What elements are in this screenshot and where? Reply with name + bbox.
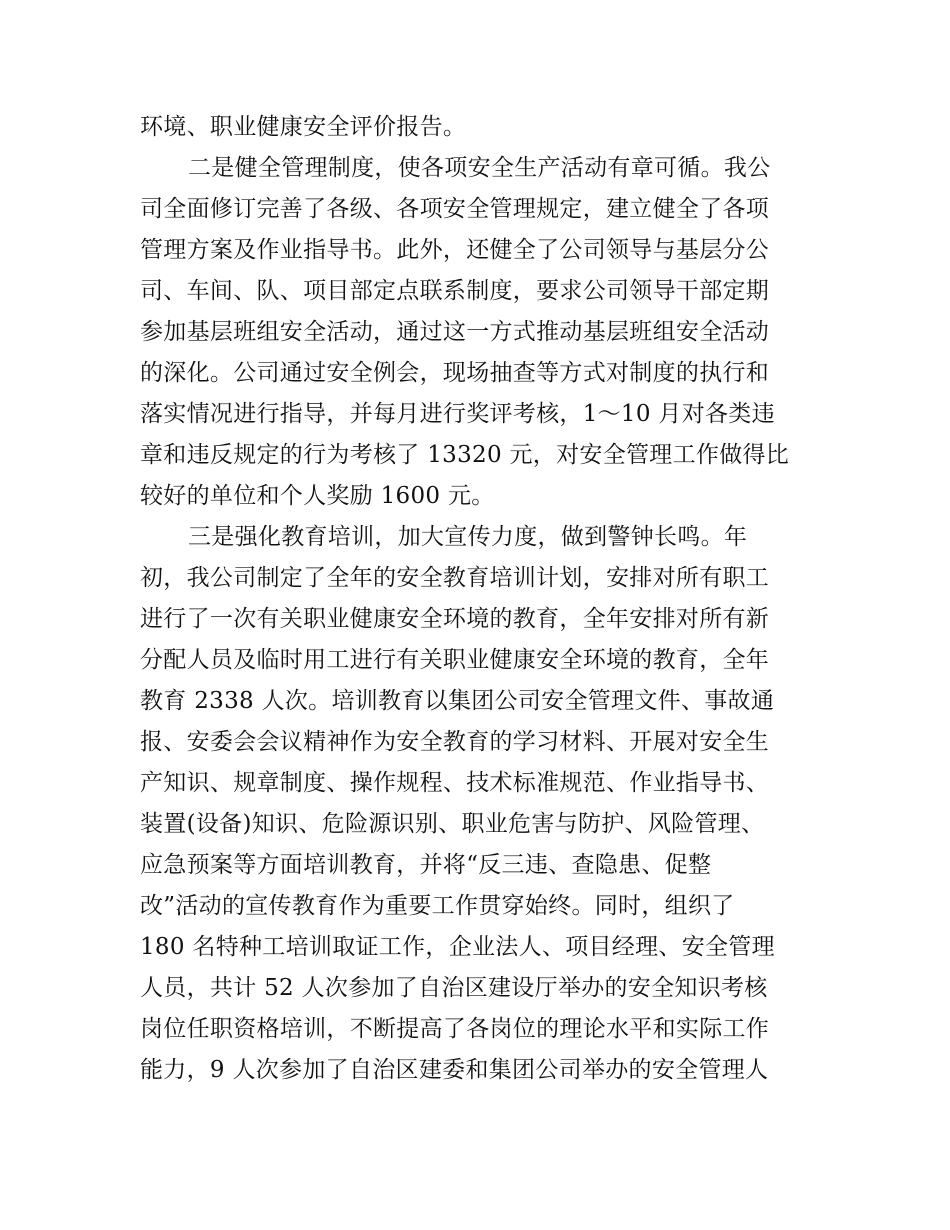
text-line: 的深化。公司通过安全例会，现场抽查等方式对制度的执行和 [140, 360, 770, 386]
text-line: 报、安委会会议精神作为安全教育的学习材料、开展对安全生 [140, 729, 770, 755]
text-line: 环境、职业健康安全评价报告。 [140, 114, 467, 140]
text-line: 参加基层班组安全活动，通过这一方式推动基层班组安全活动 [140, 319, 770, 345]
text-line: 180 名特种工培训取证工作，企业法人、项目经理、安全管理 [140, 934, 775, 960]
paragraph-start-line: 三是强化教育培训，加大宣传力度，做到警钟长鸣。年 [188, 524, 748, 550]
text-line: 进行了一次有关职业健康安全环境的教育，全年安排对所有新 [140, 606, 770, 632]
text-line: 司全面修订完善了各级、各项安全管理规定，建立健全了各项 [140, 196, 770, 222]
text-line: 初，我公司制定了全年的安全教育培训计划，安排对所有职工 [140, 565, 770, 591]
paragraph-start-line: 二是健全管理制度，使各项安全生产活动有章可循。我公 [188, 155, 771, 181]
text-line: 能力，9 人次参加了自治区建委和集团公司举办的安全管理人 [140, 1057, 769, 1083]
text-line: 落实情况进行指导，并每月进行奖评考核，1～10 月对各类违 [140, 401, 775, 427]
text-line: 岗位任职资格培训，不断提高了各岗位的理论水平和实际工作 [140, 1016, 770, 1042]
text-line: 管理方案及作业指导书。此外，还健全了公司领导与基层分公 [140, 237, 770, 263]
text-line: 应急预案等方面培训教育，并将“反三违、查隐患、促整 [140, 852, 712, 878]
text-line: 较好的单位和个人奖励 1600 元。 [140, 483, 495, 509]
text-line: 改”活动的宣传教育作为重要工作贯穿始终。同时，组织了 [140, 893, 735, 919]
text-line: 章和违反规定的行为考核了 13320 元，对安全管理工作做得比 [140, 442, 790, 468]
body-text [140, 107, 820, 1091]
text-line: 司、车间、队、项目部定点联系制度，要求公司领导干部定期 [140, 278, 770, 304]
text-line: 人员，共计 52 人次参加了自治区建设厅举办的安全知识考核 [140, 975, 768, 1001]
text-line: 装置(设备)知识、危险源识别、职业危害与防护、风险管理、 [140, 811, 765, 837]
text-line: 产知识、规章制度、操作规程、技术标准规范、作业指导书、 [140, 770, 770, 796]
text-line: 分配人员及临时用工进行有关职业健康安全环境的教育，全年 [140, 647, 770, 673]
text-line: 教育 2338 人次。培训教育以集团公司安全管理文件、事故通 [140, 688, 775, 714]
